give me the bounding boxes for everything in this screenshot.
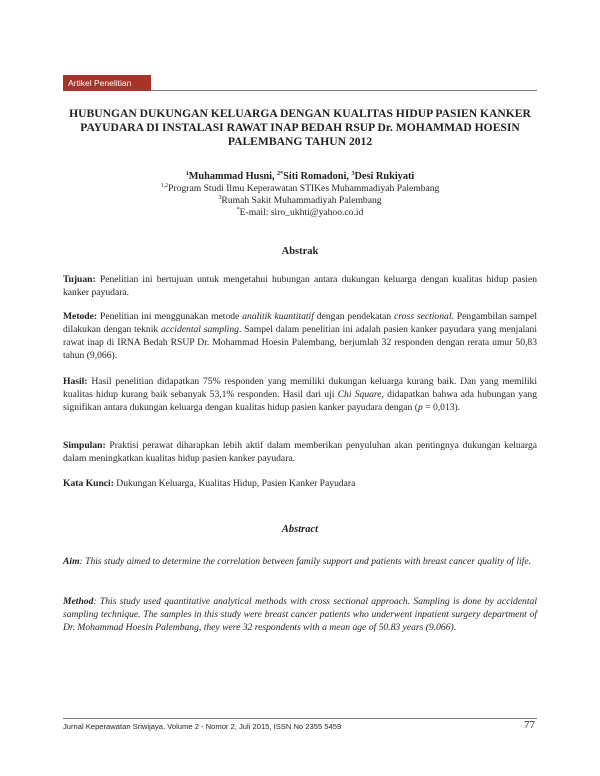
footer-rule: [63, 718, 537, 719]
article-type-tag: Artikel Penelitian: [63, 75, 151, 91]
section-text: dengan pendekatan: [313, 311, 395, 322]
abstrak-metode: [63, 310, 537, 362]
italic-term: cross sectional: [394, 311, 452, 322]
italic-term: Chi Square: [337, 389, 382, 400]
email-text: E-mail: siro_ukhti@yahoo.co.id: [239, 207, 364, 218]
abstract-aim: [63, 555, 537, 568]
title-line: HUBUNGAN DUKUNGAN KELUARGA DENGAN KUALITAS HIDUP PASIEN KANKER: [69, 107, 531, 120]
section-text: Penelitian ini bertujuan untuk mengetahui hubungan antara dukungan keluarga dengan kualitas hidup pasien kanker payudara.: [63, 274, 537, 298]
journal-citation: Jurnal Keperawatan Sriwijaya, Volume 2 - Nomor 2, Juli 2015, ISSN No 2355 5459: [63, 722, 342, 731]
section-text: Hasil penelitian didapatkan 75% responden yang memiliki dukungan keluarga kurang baik. Dan yang memiliki kualitas hidup kurang baik sebanyak 53,1% responden. Hasil dari uji: [63, 376, 537, 400]
affiliation-text: Program Studi Ilmu Keperawatan STIKes Muhammadiyah Palembang: [168, 183, 440, 194]
paper-title: [63, 107, 537, 149]
italic-term: analitik kuantitatif: [242, 311, 314, 322]
abstrak-hasil: [63, 375, 537, 414]
author-name: Desi Rukiyati: [354, 171, 415, 182]
abstract-heading: Abstract: [281, 524, 319, 535]
page-number: 77: [524, 719, 535, 731]
author-mark: 2*: [277, 171, 284, 177]
affiliation: [63, 195, 537, 207]
header-rule: [151, 90, 537, 91]
affiliation-mark: 3: [218, 195, 222, 201]
author-name: Siti Romadoni,: [283, 171, 352, 182]
kata-kunci: [63, 477, 537, 490]
title-line: PAYUDARA DI INSTALASI RAWAT INAP BEDAH RSUP Dr. MOHAMMAD HOESIN: [80, 121, 520, 134]
section-label: Simpulan:: [63, 440, 106, 451]
affiliation-mark: 1,2: [160, 183, 169, 189]
italic-term: p: [417, 402, 423, 413]
section-text: : This study aimed to determine the correlation between family support and patients with breast cancer quality of life.: [79, 556, 531, 567]
section-text: = 0,013).: [422, 402, 461, 413]
abstrak-heading: Abstrak: [281, 246, 319, 257]
author-name: Muhammad Husni,: [188, 171, 278, 182]
section-label: Method: [63, 596, 94, 607]
section-label: Hasil:: [63, 376, 88, 387]
section-text: . Sampel dalam penelitian ini adalah pasien kanker payudara yang menjalani rawat inap di IRNA Bedah RSUP Dr. Mohammad Hoesin Palembang, berjumlah 32 responden dengan rerata umur 50,83 tahun (9,066).: [63, 324, 537, 361]
keywords-text: Dukungan Keluarga, Kualitas Hidup, Pasien Kanker Payudara: [113, 478, 356, 489]
title-line: PALEMBANG TAHUN 2012: [227, 135, 373, 148]
abstract-method: [63, 595, 537, 634]
italic-term: accidental sampling: [160, 324, 239, 335]
section-text: Penelitian ini menggunakan metode: [97, 311, 243, 322]
author-list: [63, 170, 537, 183]
corresponding-email: [63, 207, 537, 219]
section-label: Aim: [63, 556, 80, 567]
section-text: Praktisi perawat diharapkan lebih aktif dalam memberikan penyuluhan akan pentingnya dukungan keluarga dalam meningkatkan kualitas hidup pasien kanker payudara.: [63, 440, 537, 464]
section-label: Tujuan:: [63, 274, 96, 285]
affiliation-text: Rumah Sakit Muhammadiyah Palembang: [221, 195, 382, 206]
section-text: : This study used quantitative analytical methods with cross sectional approach. Sampling is done by accidental sampling technique. The samples in this study were breast cancer patients who underwent inpatient surgery department of Dr. Mohammad Hoesin Palembang, they were 32 respondents with a mean age of 50.83 years (9.066).: [63, 596, 537, 633]
author-mark: 1: [185, 171, 189, 177]
section-label: Metode:: [63, 311, 98, 322]
abstrak-tujuan: [63, 273, 537, 299]
abstrak-simpulan: [63, 439, 537, 465]
author-mark: 3: [351, 171, 355, 177]
section-text: , didapatkan bahwa ada hubungan yang signifikan antara dukungan keluarga dengan kualitas hidup pasien kanker payudara dengan (: [63, 389, 537, 413]
section-label: Kata Kunci:: [63, 478, 114, 489]
section-text: . Pengambilan sampel dilakukan dengan teknik: [63, 311, 537, 335]
affiliation: [63, 183, 537, 195]
page-footer: [63, 718, 537, 734]
affiliation-mark: *: [236, 207, 240, 213]
